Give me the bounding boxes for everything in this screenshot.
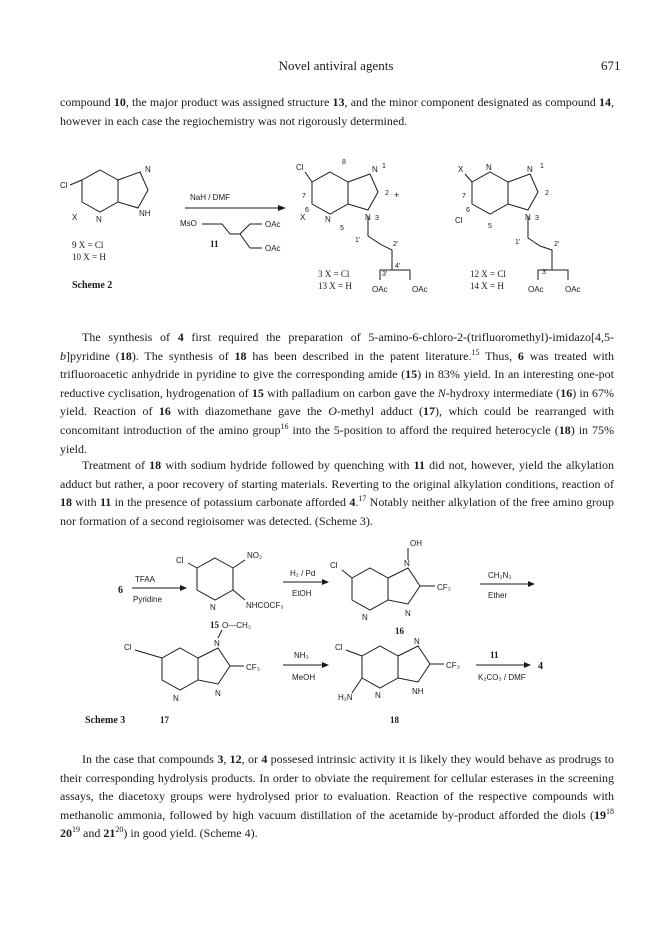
svg-text:1': 1': [515, 239, 521, 246]
svg-text:TFAA: TFAA: [135, 575, 156, 584]
svg-text:NHCOCF₃: NHCOCF₃: [246, 601, 284, 610]
svg-text:6: 6: [305, 207, 309, 214]
svg-text:CF₃: CF₃: [246, 663, 260, 672]
svg-text:Cl: Cl: [335, 643, 343, 652]
svg-text:N: N: [525, 213, 531, 222]
svg-text:N: N: [214, 639, 220, 648]
svg-text:NH: NH: [139, 209, 151, 218]
compound-16-structure: [330, 539, 451, 636]
svg-text:N: N: [375, 691, 381, 700]
svg-text:1': 1': [355, 237, 361, 244]
svg-text:4: 4: [538, 661, 543, 672]
svg-text:OH: OH: [410, 539, 422, 548]
svg-text:NO₂: NO₂: [247, 551, 263, 560]
scheme-3-label: Scheme 3: [85, 715, 126, 726]
scheme-2-figure: [0, 150, 672, 310]
scheme-3-step-1: [118, 575, 187, 604]
svg-text:EtOH: EtOH: [292, 589, 312, 598]
svg-text:CF₃: CF₃: [446, 661, 460, 670]
svg-text:5: 5: [488, 223, 492, 230]
compound-18-structure: [335, 637, 460, 725]
svg-text:+: +: [394, 190, 400, 200]
compound-12-14-structure: [455, 163, 581, 294]
scheme-3-figure: [0, 538, 672, 738]
svg-text:OAc: OAc: [265, 244, 281, 253]
svg-text:NH₃: NH₃: [294, 651, 309, 660]
svg-text:N: N: [404, 559, 410, 568]
compound-17-structure: [85, 621, 260, 726]
prodrug-paragraph: In the case that compounds 3, 12, or 4 possesed intrinsic activity it is likely they would behave as prodrugs to their corresponding hydrolysis products. In order to obviate the requirement for cellular esterases in the screening assays, the diacetoxy groups were hydrolysed prior to evaluation. Reaction of the respective compounds with methanolic ammonia, followed by high vacuum distillation of the acetamide by-product afforded the diols ($19^{18}$ $20^{19}$ and $21^{20}$) in good yield. (Scheme 4).: [60, 752, 615, 841]
svg-text:2: 2: [545, 190, 549, 197]
svg-text:1: 1: [382, 163, 386, 170]
svg-text:N: N: [414, 637, 420, 646]
svg-text:3': 3': [382, 271, 388, 278]
svg-text:N: N: [173, 694, 179, 703]
svg-text:8: 8: [342, 159, 346, 166]
scheme-3-step-5: [476, 650, 543, 682]
svg-text:2': 2': [554, 241, 560, 248]
compound-9-10-structure: [60, 165, 151, 291]
svg-text:3': 3': [542, 269, 548, 276]
svg-text:13 X = H: 13 X = H: [318, 281, 352, 291]
svg-text:Ether: Ether: [488, 591, 508, 600]
svg-text:X: X: [300, 213, 306, 222]
svg-text:3: 3: [535, 215, 539, 222]
svg-text:N: N: [210, 603, 216, 612]
svg-text:CH₂N₂: CH₂N₂: [488, 571, 512, 580]
alkylation-paragraph: Treatment of 18 with sodium hydride followed by quenching with 11 did not, however, yield the alkylation adduct but rather, a poor recovery of starting materials. Reverting to the original alkylation conditions, reaction of 18 with 11 in the presence of potassium carbonate afforded 4.17 Notably neither alkylation of the free amino group nor formation of a second regioisomer was detected. (Scheme 3).: [60, 458, 614, 528]
svg-text:N: N: [362, 613, 368, 622]
svg-text:4': 4': [395, 263, 401, 270]
scheme-3-step-2: [283, 569, 329, 598]
svg-text:6: 6: [118, 585, 123, 596]
svg-text:7: 7: [302, 193, 306, 200]
compound-15-structure: [176, 551, 283, 630]
svg-text:2: 2: [385, 190, 389, 197]
svg-text:16: 16: [395, 626, 404, 636]
svg-text:N: N: [96, 215, 102, 224]
svg-text:N: N: [325, 215, 331, 224]
svg-text:N: N: [215, 689, 221, 698]
svg-text:OAc: OAc: [565, 285, 581, 294]
svg-text:NH: NH: [412, 687, 424, 696]
svg-text:OAc: OAc: [528, 285, 544, 294]
svg-text:5: 5: [340, 225, 344, 232]
svg-text:Cl: Cl: [330, 561, 338, 570]
running-title: Novel antiviral agents: [278, 58, 394, 73]
svg-text:O—CH₃: O—CH₃: [222, 621, 252, 630]
svg-text:Cl: Cl: [60, 181, 68, 190]
scheme-2-label: Scheme 2: [72, 280, 113, 291]
svg-text:N: N: [486, 163, 492, 172]
svg-text:K₂CO₃ / DMF: K₂CO₃ / DMF: [478, 673, 526, 682]
page-number: 671: [601, 58, 621, 73]
scheme-2-reaction-arrow: [180, 193, 286, 253]
svg-text:Cl: Cl: [455, 216, 463, 225]
compound-3-13-structure: [296, 159, 428, 294]
svg-text:OAc: OAc: [372, 285, 388, 294]
svg-text:H₂N: H₂N: [338, 693, 353, 702]
svg-text:CF₃: CF₃: [437, 583, 451, 592]
svg-text:Pyridine: Pyridine: [133, 595, 162, 604]
svg-text:Cl: Cl: [296, 163, 304, 172]
svg-text:3: 3: [375, 215, 379, 222]
svg-text:X: X: [72, 213, 78, 222]
svg-text:Cl: Cl: [124, 643, 132, 652]
svg-text:9 X = Cl: 9 X = Cl: [72, 240, 104, 250]
svg-text:MeOH: MeOH: [292, 673, 316, 682]
synthesis-paragraph: The synthesis of 4 first required the preparation of 5-amino-6-chloro-2-(trifluoromethyl)-imidazo[4,5-b]pyridine (18). The synthesis of 18 has been described in the patent literature.$^{15}$ Thus, 6 was treated with trifluoroacetic anhydride in pyridine to give the corresponding amide (15) in 83% yield. In an interesting one-pot reductive cyclisation, hydrogenation of 15 with palladium on carbon gave the N-hydroxy intermediate (16) in 67% yield. Reaction of 16 with diazomethane gave the O-methyl adduct (17), which could be rearranged with concomitant introduction of the amino group$^{16}$ into the 5-position to afford the required heterocycle (18) in 75% yield.: [60, 330, 615, 456]
svg-text:17: 17: [160, 715, 169, 725]
svg-text:NaH / DMF: NaH / DMF: [190, 193, 230, 202]
svg-text:N: N: [405, 609, 411, 618]
svg-text:15: 15: [210, 620, 219, 630]
svg-text:OAc: OAc: [412, 285, 428, 294]
svg-text:X: X: [458, 165, 464, 174]
intro-paragraph: compound 10, the major product was assigned structure 13, and the minor component designated as compound 14, however in each case the regiochemistry was not rigorously determined.: [60, 95, 614, 128]
svg-text:N: N: [145, 165, 151, 174]
svg-text:3 X = Cl: 3 X = Cl: [318, 269, 350, 279]
svg-text:14 X = H: 14 X = H: [470, 281, 504, 291]
svg-text:OAc: OAc: [265, 220, 281, 229]
svg-text:2': 2': [393, 241, 399, 248]
svg-text:11: 11: [490, 650, 499, 660]
scheme-3-step-3: [480, 571, 535, 600]
svg-text:12 X = Cl: 12 X = Cl: [470, 269, 506, 279]
svg-text:N: N: [527, 165, 533, 174]
svg-text:N: N: [365, 213, 371, 222]
svg-text:6: 6: [466, 207, 470, 214]
svg-text:MsO: MsO: [180, 219, 197, 228]
svg-text:18: 18: [390, 715, 399, 725]
svg-text:7: 7: [462, 193, 466, 200]
svg-text:1: 1: [540, 163, 544, 170]
svg-text:10 X = H: 10 X = H: [72, 252, 106, 262]
svg-text:N: N: [372, 165, 378, 174]
svg-text:H₂ / Pd: H₂ / Pd: [290, 569, 316, 578]
svg-text:11: 11: [210, 239, 219, 249]
svg-text:Cl: Cl: [176, 556, 184, 565]
scheme-3-step-4: [283, 651, 329, 682]
